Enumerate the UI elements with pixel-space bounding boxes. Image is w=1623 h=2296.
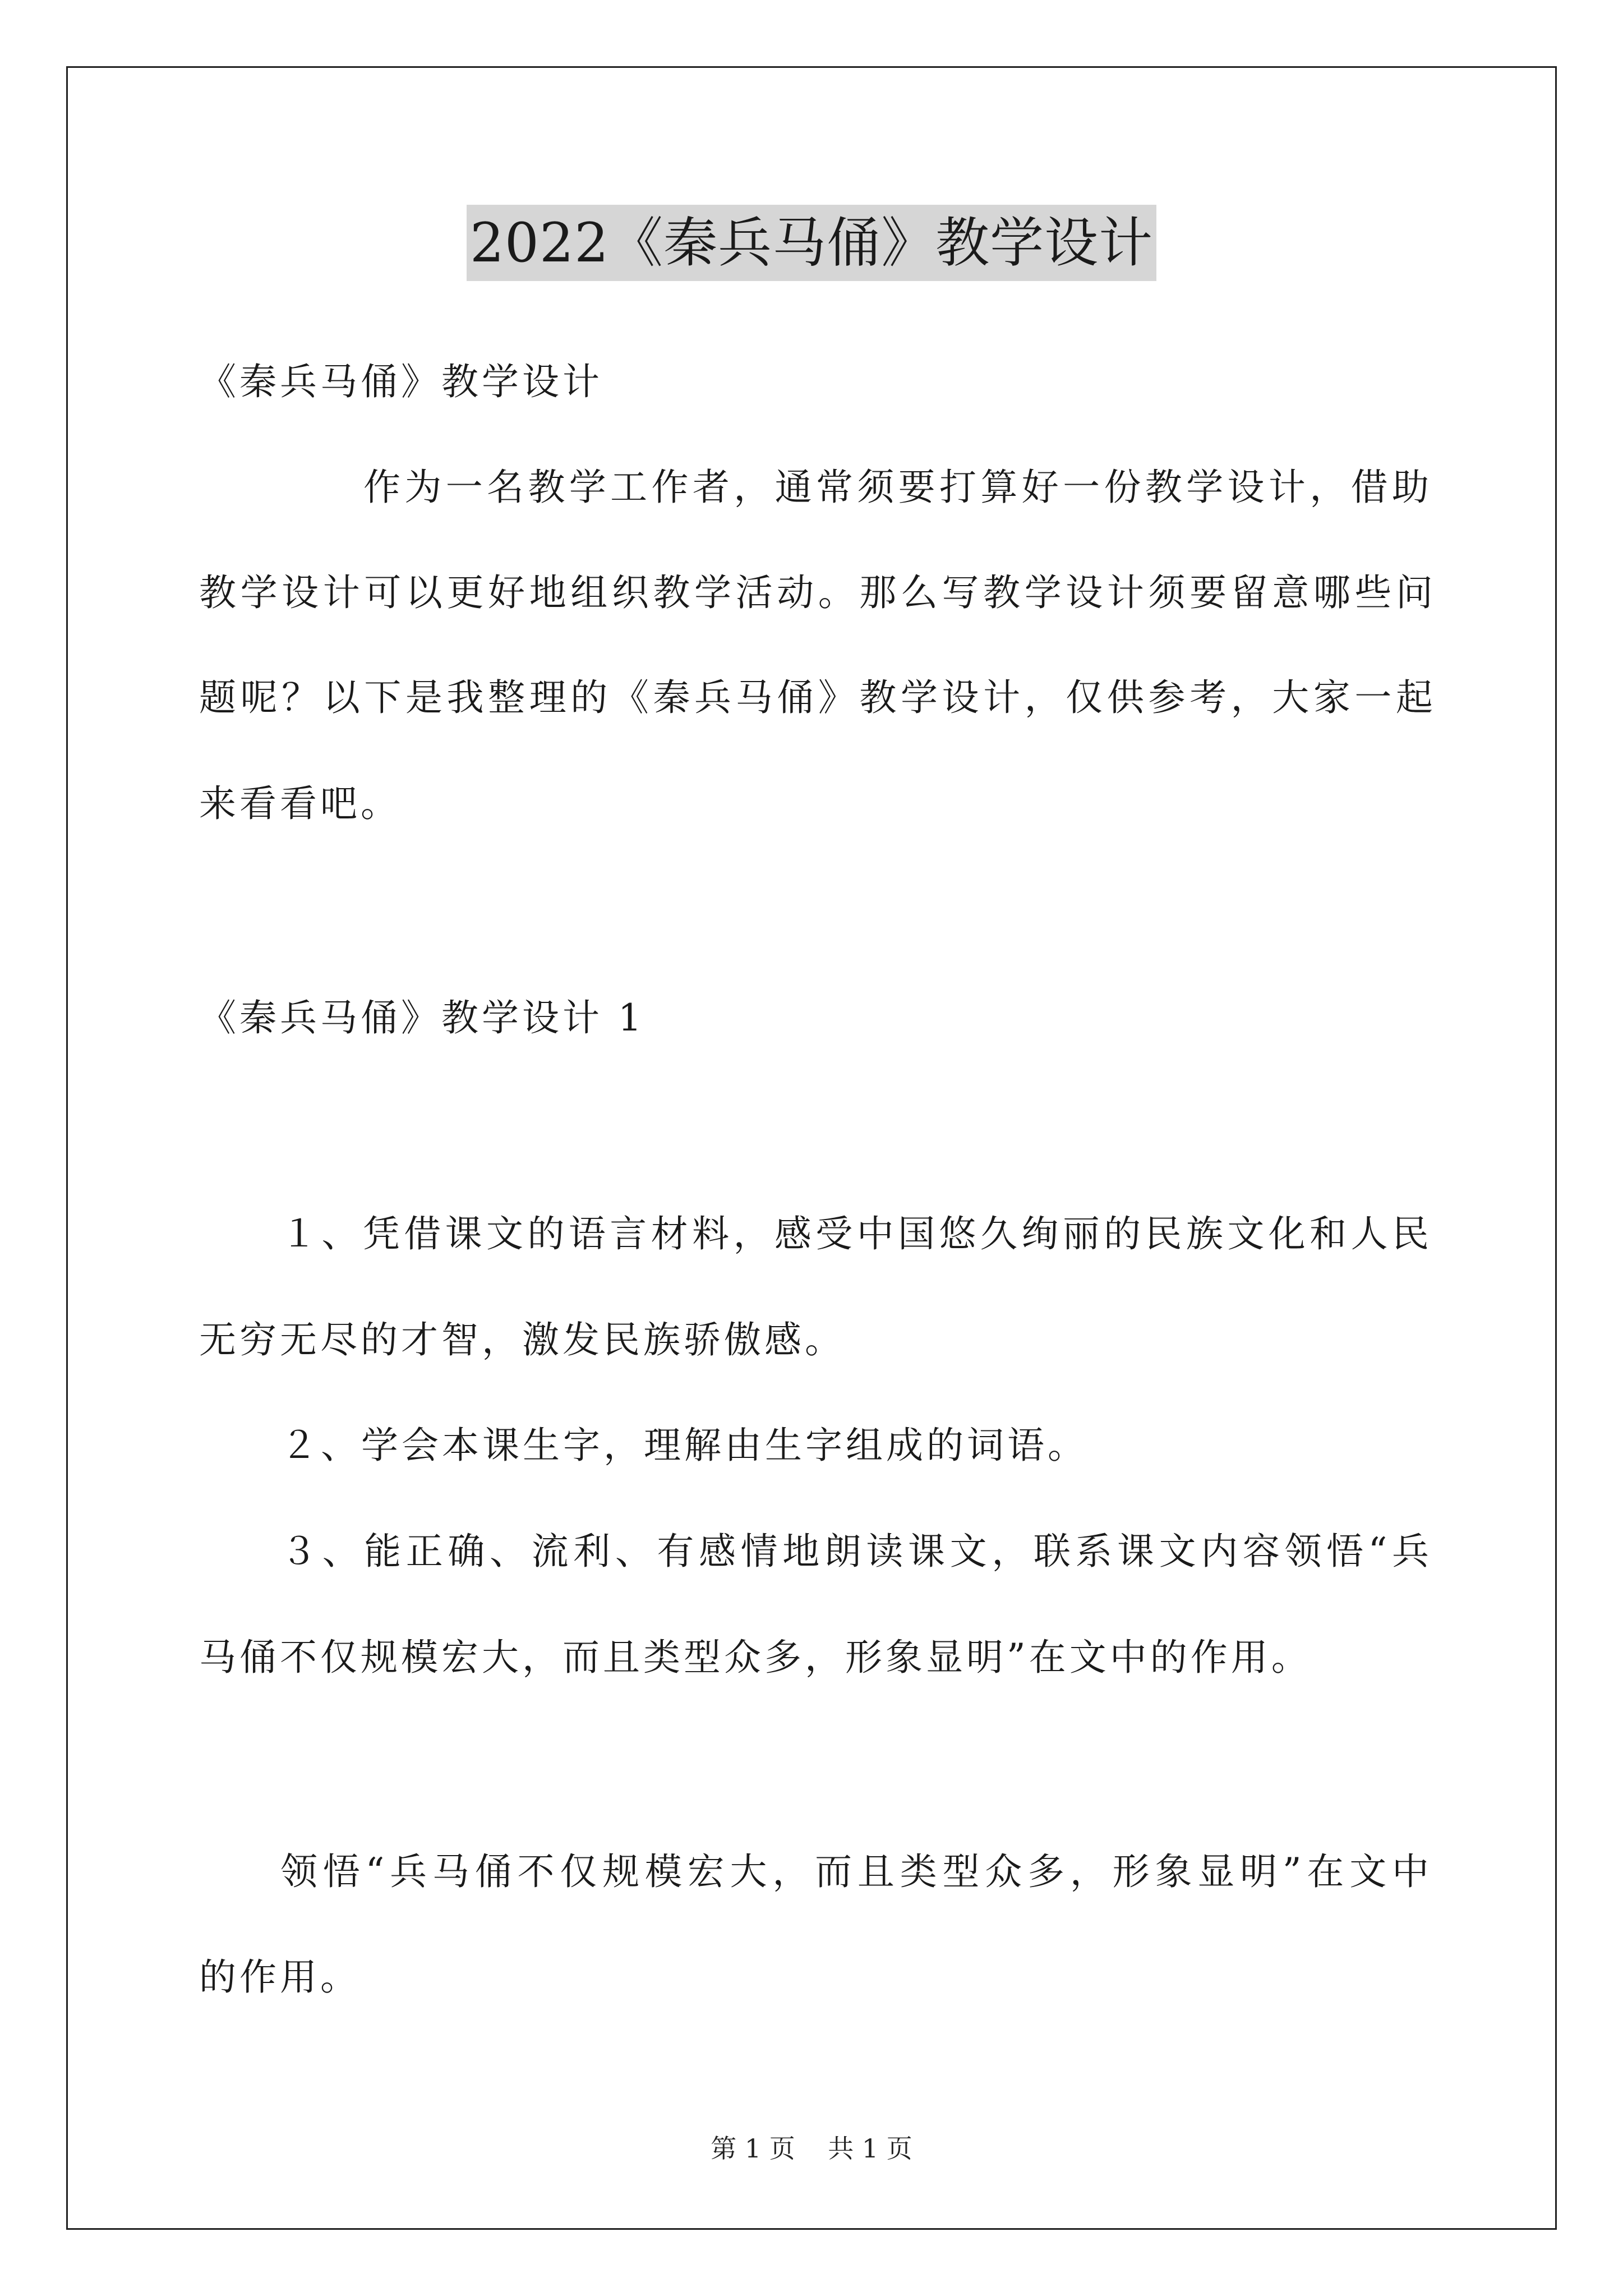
page-number: 第 1 页 xyxy=(711,2133,795,2164)
focus-line-1: 领悟“兵马俑不仅规模宏大，而且类型众多，形象显明”在文中 xyxy=(280,1850,1429,1893)
goal-2: ２、学会本课生字，理解由生字组成的词语。 xyxy=(280,1424,1088,1467)
intro-line-1: 作为一名教学工作者，通常须要打算好一份教学设计，借助 xyxy=(363,466,1429,509)
page-footer xyxy=(0,2132,1623,2165)
goal-3-line-2: 马俑不仅规模宏大，而且类型众多，形象显明”在文中的作用。 xyxy=(199,1636,1312,1679)
focus-line-2: 的作用。 xyxy=(199,1955,361,1999)
goal-1-line-2: 无穷无尽的才智，激发民族骄傲感。 xyxy=(199,1318,845,1361)
intro-line-4: 来看看吧。 xyxy=(199,782,401,825)
goal-1-line-1: １、凭借课文的语言材料，感受中国悠久绚丽的民族文化和人民 xyxy=(280,1212,1429,1255)
document-title: 2022《秦兵马俑》教学设计 xyxy=(467,205,1156,281)
document-subtitle: 《秦兵马俑》教学设计 xyxy=(199,360,603,403)
intro-line-3: 题呢？以下是我整理的《秦兵马俑》教学设计，仅供参考，大家一起 xyxy=(199,676,1433,719)
page-total: 共 1 页 xyxy=(828,2133,912,2164)
goal-3-line-1: ３、能正确、流利、有感情地朗读课文，联系课文内容领悟“兵 xyxy=(280,1530,1429,1573)
title-container xyxy=(0,205,1623,281)
intro-line-2: 教学设计可以更好地组织教学活动。那么写教学设计须要留意哪些问 xyxy=(199,571,1433,614)
section-heading: 《秦兵马俑》教学设计 1 xyxy=(199,996,645,1039)
